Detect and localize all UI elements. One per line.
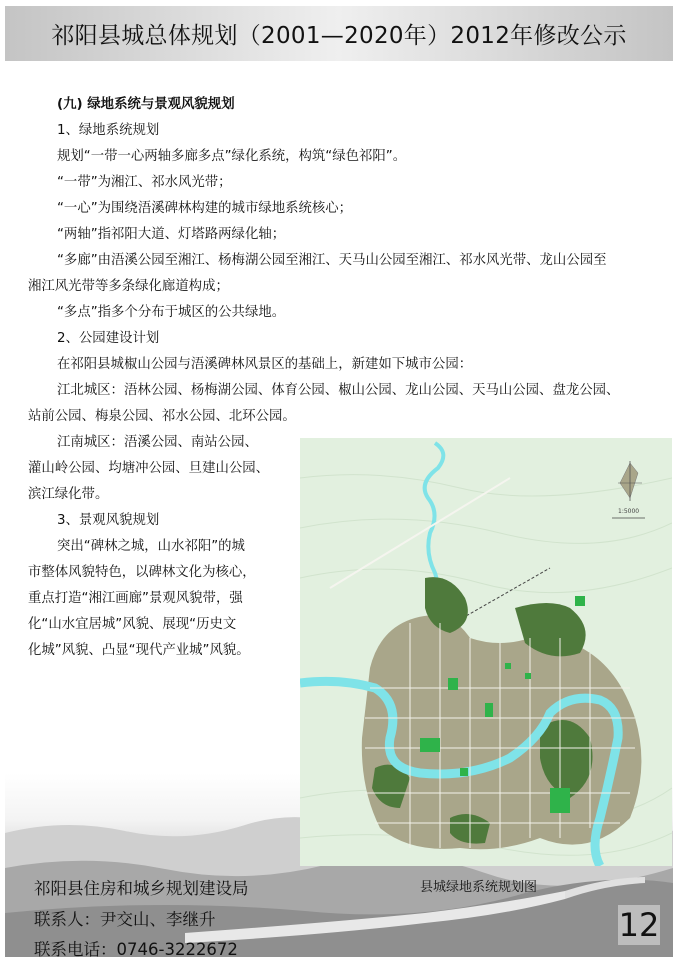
green-system-item: “两轴”指祁阳大道、灯塔路两绿化轴； bbox=[57, 227, 286, 242]
landscape-text: 化城”风貌、凸显“现代产业城”风貌。 bbox=[28, 643, 250, 658]
org-name: 祁阳县住房和城乡规划建设局 bbox=[34, 879, 249, 898]
subsection-title-green-system: 1、绿地系统规划 bbox=[57, 123, 160, 138]
parks-jiangbei-cont: 站前公园、梅泉公园、祁水公园、北环公园。 bbox=[28, 409, 296, 424]
map-graphic-icon bbox=[300, 438, 672, 866]
green-system-intro: 规划“一带一心两轴多廊多点”绿化系统，构筑“绿色祁阳”。 bbox=[57, 149, 407, 164]
map-caption: 县城绿地系统规划图 bbox=[420, 880, 538, 895]
landscape-text: 化“山水宜居城”风貌、展现“历史文 bbox=[28, 617, 237, 632]
landscape-text: 市整体风貌特色，以碑林文化为核心， bbox=[28, 565, 256, 580]
green-system-item: 湘江风光带等多条绿化廊道构成； bbox=[28, 279, 229, 294]
green-system-plan-map bbox=[300, 438, 672, 866]
green-system-item: “多廊”由浯溪公园至湘江、杨梅湖公园至湘江、天马山公园至湘江、祁水风光带、龙山公园至 bbox=[57, 253, 607, 268]
green-system-item: “一带”为湘江、祁水风光带； bbox=[57, 175, 232, 190]
page-number: 12 bbox=[618, 906, 660, 944]
page-header bbox=[5, 6, 673, 61]
contact-phone: 联系电话：0746-3222672 bbox=[34, 940, 238, 959]
parks-jiangnan-cont: 滨江绿化带。 bbox=[28, 487, 109, 502]
landscape-text: 突出“碑林之城，山水祁阳”的城 bbox=[57, 539, 245, 554]
contact-persons: 联系人：尹交山、李继升 bbox=[34, 910, 216, 929]
parks-jiangnan: 江南城区：浯溪公园、南站公园、 bbox=[57, 435, 258, 450]
parks-jiangbei: 江北城区：浯林公园、杨梅湖公园、体育公园、椒山公园、龙山公园、天马山公园、盘龙公园、 bbox=[57, 383, 620, 398]
svg-text:1:5000: 1:5000 bbox=[618, 508, 640, 515]
landscape-text: 重点打造“湘江画廊”景观风貌带，强 bbox=[28, 591, 243, 606]
parks-intro: 在祁阳县城椒山公园与浯溪碑林风景区的基础上，新建如下城市公园： bbox=[57, 357, 473, 372]
subsection-title-landscape: 3、景观风貌规划 bbox=[57, 513, 160, 528]
subsection-title-parks: 2、公园建设计划 bbox=[57, 331, 160, 346]
page-title: 祁阳县城总体规划（2001—2020年）2012年修改公示 bbox=[51, 23, 627, 49]
green-system-item: “一心”为围绕浯溪碑林构建的城市绿地系统核心； bbox=[57, 201, 353, 216]
section-heading: (九) 绿地系统与景观风貌规划 bbox=[57, 97, 235, 112]
green-system-item: “多点”指多个分布于城区的公共绿地。 bbox=[57, 305, 286, 320]
parks-jiangnan-cont: 灌山岭公园、均塘冲公园、旦建山公园、 bbox=[28, 461, 270, 476]
